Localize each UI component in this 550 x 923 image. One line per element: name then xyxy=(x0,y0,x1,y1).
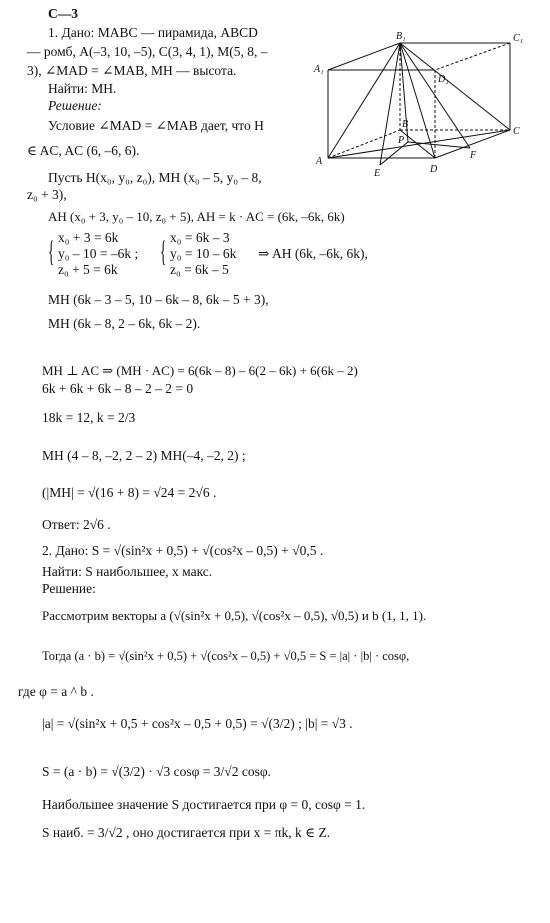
label-a1: A₁ xyxy=(314,64,324,75)
p1-given-line3: 3), ∠MAD = ∠MAB, MH — высота. xyxy=(27,63,237,78)
label-c: C xyxy=(513,126,520,137)
p2-solution-heading: Решение: xyxy=(42,581,96,596)
p1-length: (|MH| = √(16 + 8) = √24 = 2√6 . xyxy=(42,485,217,500)
p2-consider: Рассмотрим векторы a (√(sin²x + 0,5), √(cos²x – 0,5), √0,5) и b (1, 1, 1). xyxy=(42,608,427,623)
sys-b-eq3: z₀ = 6k – 5 xyxy=(170,262,229,277)
p1-equation: 6k + 6k + 6k – 8 – 2 – 2 = 0 xyxy=(42,381,194,396)
label-d: D xyxy=(430,164,438,175)
sys-b-eq1: x₀ = 6k – 3 xyxy=(170,230,230,245)
sys-b-eq2: y₀ = 10 – 6k xyxy=(170,246,237,261)
p2-norms: |a| = √(sin²x + 0,5 + cos²x – 0,5 + 0,5) = √(3/2) ; |b| = √3 . xyxy=(42,716,353,731)
sys-a-eq1: x₀ + 3 = 6k xyxy=(58,230,119,245)
p1-system-result: ⇒ AH (6k, –6k, 6k), xyxy=(258,246,368,261)
label-b: B xyxy=(402,119,409,130)
p1-mh-line1: MH (6k – 3 – 5, 10 – 6k – 8, 6k – 5 + 3), xyxy=(48,292,269,307)
p2-result: S наиб. = 3/√2 , оно достигается при x = πk, k ∈ Z. xyxy=(42,825,331,840)
p2-max-statement: Наибольшее значение S достигается при φ = 0, cosφ = 1. xyxy=(42,797,366,812)
label-a: A xyxy=(316,156,323,167)
label-e: E xyxy=(374,168,381,179)
p1-ah-vector: AH (x₀ + 3, y₀ – 10, z₀ + 5), AH = k · AC = (6k, –6k, 6k) xyxy=(48,209,345,224)
p2-then: Тогда (a · b) = √(sin²x + 0,5) + √(cos²x – 0,5) + √0,5 = S = |a| · |b| · cosφ, xyxy=(42,649,410,663)
p1-perpendicular: MH ⊥ AC ⇒ (MH · AC) = 6(6k – 8) – 6(2 – 6k) + 6(6k – 2) xyxy=(42,363,358,378)
p1-k-value: 18k = 12, k = 2/3 xyxy=(42,410,136,425)
p1-let-line2: z₀ + 3), xyxy=(27,187,67,202)
label-p: P xyxy=(398,135,405,146)
p1-find: Найти: MH. xyxy=(48,81,117,96)
p2-s-equation: S = (a · b) = √(3/2) · √3 cosφ = 3/√2 cosφ. xyxy=(42,764,271,779)
page-header: C—3 xyxy=(48,6,78,21)
p2-given: 2. Дано: S = √(sin²x + 0,5) + √(cos²x – 0,5) + √0,5 . xyxy=(42,543,324,558)
p1-answer: Ответ: 2√6 . xyxy=(42,517,111,532)
pyramid-figure xyxy=(310,30,530,180)
p1-let-line1: Пусть H(x₀, y₀, z₀), MH (x₀ – 5, y₀ – 8, xyxy=(48,170,262,185)
p1-mh-values: MH (4 – 8, –2, 2 – 2) MH(–4, –2, 2) ; xyxy=(42,448,246,463)
label-b1: B₁ xyxy=(396,31,406,42)
p1-mh-line2: MH (6k – 8, 2 – 6k, 6k – 2). xyxy=(48,316,201,331)
sys-a-eq2: y₀ – 10 = –6k ; xyxy=(58,246,139,261)
p2-find: Найти: S наибольшее, x макс. xyxy=(42,564,213,579)
p1-system-b: { x₀ = 6k – 3 y₀ = 10 – 6k z₀ = 6k – 5 xyxy=(160,230,237,277)
p2-where: где φ = a ^ b . xyxy=(18,684,94,699)
label-c1: C₁ xyxy=(513,33,524,44)
p1-given-line1: 1. Дано: MABC — пирамида, ABCD xyxy=(48,25,258,40)
p1-system-a: { x₀ + 3 = 6k y₀ – 10 = –6k ; z₀ + 5 = 6k xyxy=(48,230,139,277)
p1-given-line2: — ромб, A(–3, 10, –5), C(3, 4, 1), M(5, 8, – xyxy=(27,44,268,59)
label-f: F xyxy=(470,150,477,161)
p1-solution-heading: Решение: xyxy=(48,98,102,113)
label-d1: D₁ xyxy=(438,74,449,85)
p1-condition-line1: Условие ∠MAD = ∠MAB дает, что H xyxy=(48,118,264,133)
p1-condition-line2: ∈ AC, AC (6, –6, 6). xyxy=(27,143,140,158)
sys-a-eq3: z₀ + 5 = 6k xyxy=(58,262,118,277)
